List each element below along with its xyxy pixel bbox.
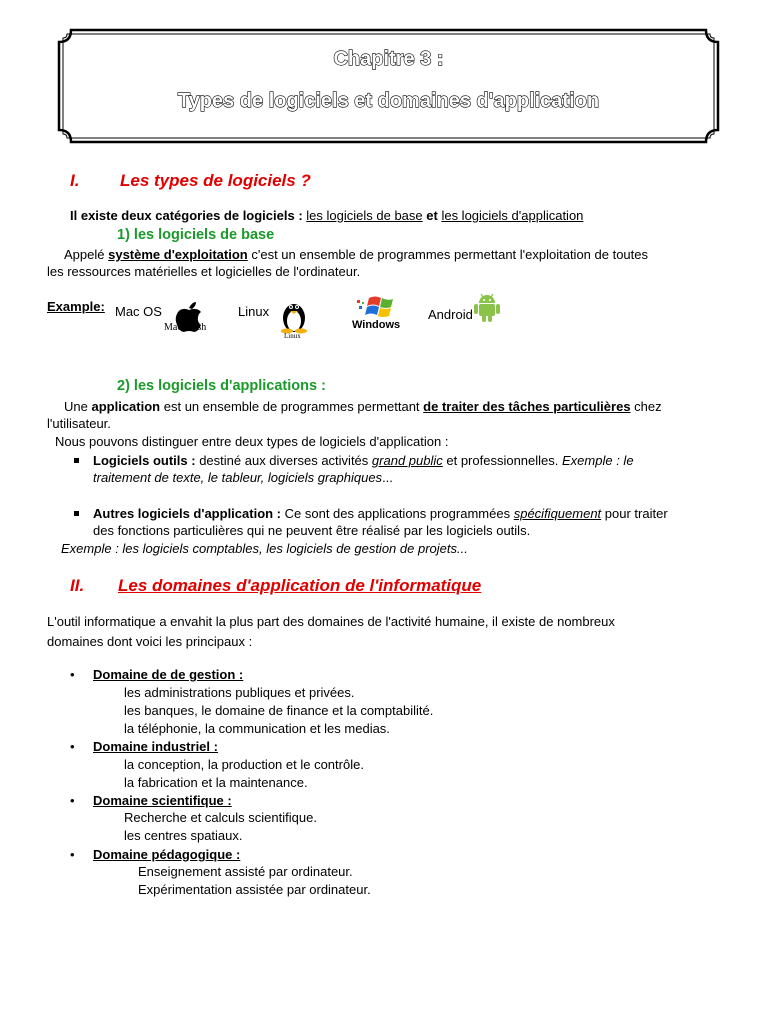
domain-3-title: Domaine scientifique :: [93, 793, 232, 808]
section-2-number: II.: [70, 576, 85, 595]
intro-link-application: les logiciels d'application: [441, 208, 584, 223]
macintosh-logo-text: Macintosh: [164, 322, 207, 333]
bullet-1-line2: [93, 470, 393, 485]
bullet-2-term: Autres logiciels d'application :: [93, 506, 282, 521]
domain-1-item: les banques, le domaine de finance et la comptabilité.: [124, 703, 434, 718]
bullet-2-mid: Ce sont des applications programmées: [284, 506, 511, 521]
bullet-1-term: Logiciels outils :: [93, 453, 196, 468]
example-linux-label: Linux: [238, 304, 270, 319]
sub1-paragraph-line1: [64, 247, 648, 262]
android-robot-icon: [473, 291, 501, 328]
bullet-1-example: traitement de texte, le tableur, logiciels graphiques: [93, 470, 383, 485]
bullet-2-line1: [93, 506, 668, 521]
intro-bold: Il existe deux catégories de logiciels :: [70, 208, 303, 223]
sub2-p1-end: chez: [634, 399, 662, 414]
domain-2-title: Domaine industriel :: [93, 739, 218, 754]
domain-1-item: la téléphonie, la communication et les medias.: [124, 721, 390, 736]
bullet-2-line2: des fonctions particulières qui ne peuvent être réalisé par les logiciels outils.: [93, 523, 531, 538]
section-2-intro-line2: domaines dont voici les principaux :: [47, 634, 253, 649]
sub2-p1-term: application: [91, 399, 161, 414]
sub2-paragraph-2: Nous pouvons distinguer entre deux types de logiciels d'application :: [55, 434, 449, 449]
chapter-title: Types de logiciels et domaines d'application: [177, 90, 600, 112]
domain-2-item: la fabrication et la maintenance.: [124, 775, 308, 790]
linux-logo-text: Linux: [284, 332, 301, 340]
domain-2-item: la conception, la production et le contrôle.: [124, 757, 364, 772]
domain-4-item: Expérimentation assistée par ordinateur.: [138, 882, 371, 897]
bullet-2-example: Exemple : les logiciels comptables, les logiciels de gestion de projets...: [61, 541, 468, 556]
section-1-number: I.: [70, 171, 80, 190]
section-2-title: Les domaines d'application de l'informatique: [118, 576, 482, 595]
bullet-dot-icon: •: [70, 793, 75, 808]
sub2-paragraph-line1: [64, 399, 662, 414]
section-1-title: Les types de logiciels ?: [120, 171, 311, 190]
example-label: Example:: [47, 299, 105, 314]
sub2-p1-mid: est un ensemble de programmes permettant: [163, 399, 420, 414]
square-bullet-icon: [74, 458, 79, 463]
windows-logo-text: Windows: [352, 319, 401, 331]
sub2-paragraph-line2: l'utilisateur.: [47, 416, 111, 431]
bullet-2-em: spécifiquement: [513, 506, 602, 521]
sub1-p-rest: c'est un ensemble de programmes permettant l'exploitation de toutes: [251, 247, 649, 262]
bullet-dot-icon: •: [70, 667, 75, 682]
bullet-dot-icon: •: [70, 847, 75, 862]
domain-4-title: Domaine pédagogique :: [93, 847, 241, 862]
domain-1-item: les administrations publiques et privées.: [124, 685, 355, 700]
bullet-1-end: et professionnelles.: [446, 453, 559, 468]
sub1-p-term: système d'exploitation: [108, 247, 248, 262]
section-2-intro-line1: L'outil informatique a envahit la plus part des domaines de l'activité humaine, il existe de nombreux: [47, 614, 615, 629]
subsection-1-title: 1) les logiciels de base: [117, 227, 275, 243]
intro-link-base: les logiciels de base: [306, 208, 423, 223]
sub2-p1-start: Une: [64, 399, 88, 414]
sub1-paragraph-line2: les ressources matérielles et logicielles de l'ordinateur.: [47, 264, 361, 279]
domain-1-title: Domaine de de gestion :: [93, 667, 244, 682]
section-1-intro: [70, 208, 583, 223]
example-android-label: Android: [428, 307, 473, 322]
bullet-1-example-start: Exemple : le: [562, 453, 634, 468]
bullet-dot-icon: •: [70, 739, 75, 754]
chapter-number: Chapitre 3 :: [333, 48, 444, 70]
subsection-2-title: 2) les logiciels d'applications :: [117, 378, 326, 394]
scroll-frame: [57, 28, 720, 144]
square-bullet-icon: [74, 511, 79, 516]
domain-3-item: les centres spatiaux.: [124, 828, 243, 843]
domain-4-item: Enseignement assisté par ordinateur.: [138, 864, 353, 879]
intro-et: et: [426, 208, 438, 223]
bullet-1-line1: [93, 453, 634, 468]
bullet-1-em: grand public: [371, 453, 443, 468]
chapter-title-box: [57, 28, 720, 144]
sub2-p1-term2: de traiter des tâches particulières: [423, 399, 631, 414]
bullet-2-end: pour traiter: [604, 506, 668, 521]
bullet-1-mid: destiné aux diverses activités: [199, 453, 369, 468]
domain-3-item: Recherche et calculs scientifique.: [124, 810, 317, 825]
example-macos-label: Mac OS: [115, 304, 162, 319]
sub1-p-start: Appelé: [64, 247, 105, 262]
bullet-1-ellipsis: ...: [382, 470, 393, 485]
